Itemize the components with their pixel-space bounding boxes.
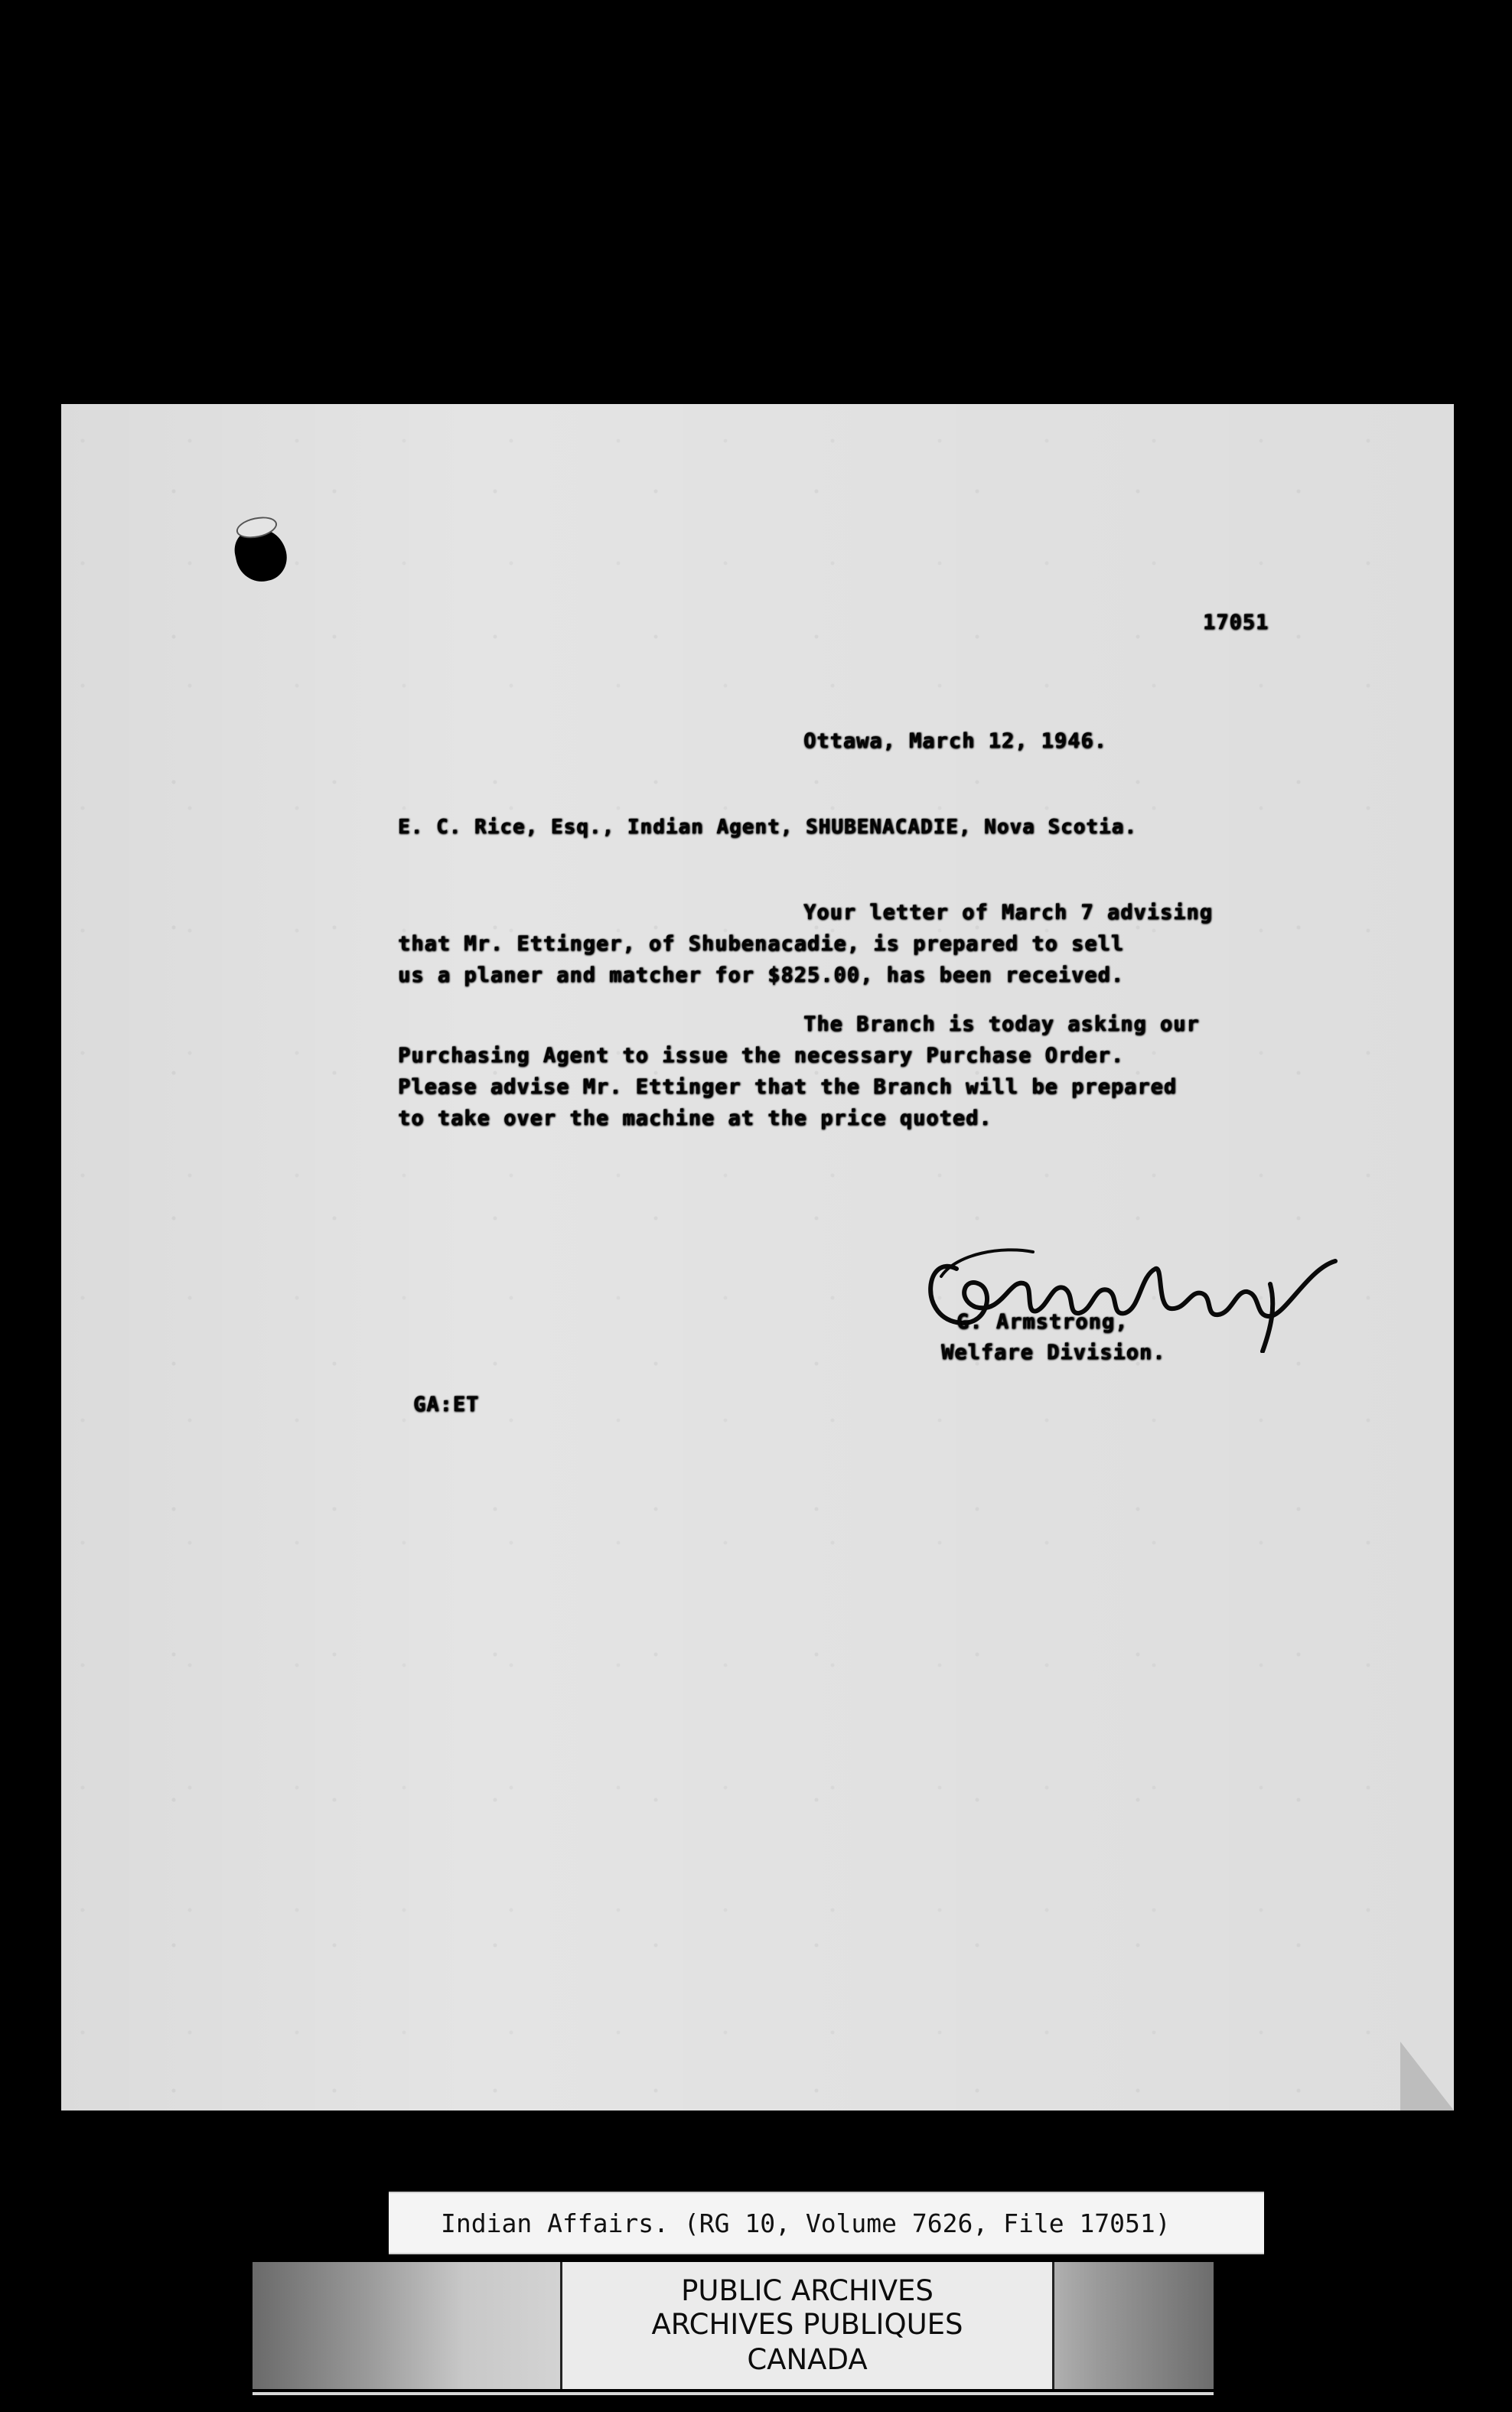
paragraph-1-line-2: that Mr. Ettinger, of Shubenacadie, is prepared to sell [398,932,1125,956]
archive-line-french: ARCHIVES PUBLIQUES [651,2308,963,2341]
archive-stamp-band [253,2262,1214,2389]
page-corner-fold [1400,2042,1454,2110]
letter-date: Ottawa, March 12, 1946. [803,729,1107,753]
signer-name: G. Armstrong, [956,1310,1129,1334]
paragraph-2 [398,1009,1200,1134]
paragraph-2-line-2: Purchasing Agent to issue the necessary Purchase Order. [398,1044,1125,1067]
signature-block [941,1307,1165,1368]
archive-reference-text: Indian Affairs. (RG 10, Volume 7626, File 17051) [441,2208,1171,2238]
punch-hole [230,523,291,586]
archive-stamp [560,2262,1054,2389]
paragraph-1 [398,897,1213,991]
signer-division: Welfare Division. [941,1341,1166,1364]
paragraph-1-line-1: Your letter of March 7 advising [803,901,1213,924]
paragraph-1-line-3: us a planer and matcher for $825.00, has been received. [398,963,1125,987]
letter-page [61,404,1454,2110]
bottom-rule [253,2392,1214,2395]
letter-addressee: E. C. Rice, Esq., Indian Agent, SHUBENACADIE, Nova Scotia. [398,816,1137,839]
typist-initials: GA:ET [413,1393,480,1416]
file-number: 17051 [1203,611,1269,634]
paragraph-2-line-1: The Branch is today asking our [803,1012,1200,1036]
paragraph-2-line-3: Please advise Mr. Ettinger that the Branch will be prepared [398,1075,1178,1099]
paragraph-2-line-4: to take over the machine at the price quoted. [398,1107,992,1130]
archive-reference-label [389,2192,1264,2254]
archive-line-country: CANADA [747,2343,868,2376]
archive-line-english: PUBLIC ARCHIVES [681,2274,934,2307]
